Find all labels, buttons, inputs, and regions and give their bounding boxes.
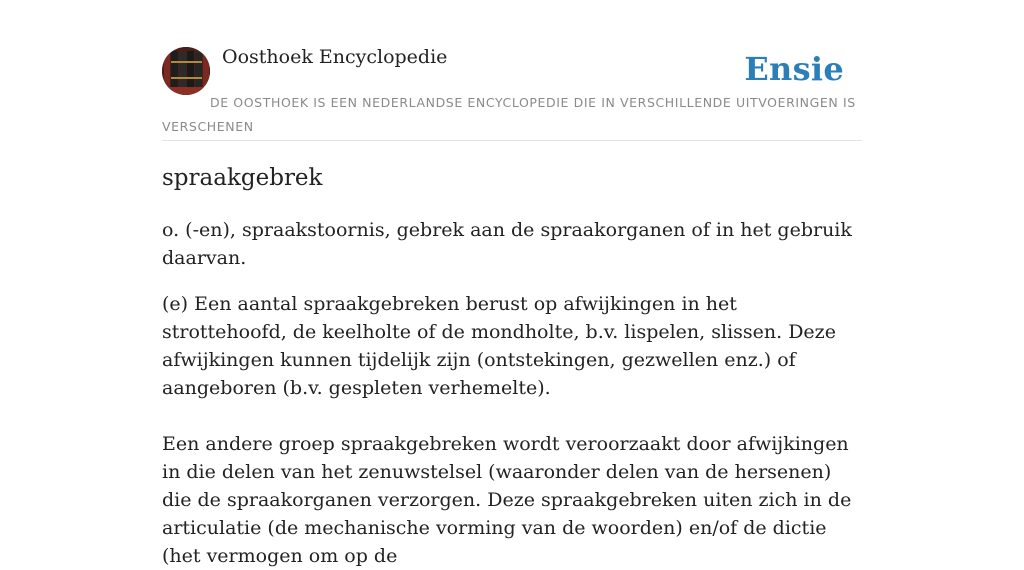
site-title[interactable]: Oosthoek Encyclopedie (222, 46, 448, 68)
book-spines-icon (162, 47, 210, 95)
page-container (162, 0, 862, 570)
article-paragraph: (e) Een aantal spraakgebreken berust op afwijkingen in het strottehoofd, de keelholte of de mondholte, b.v. lispelen, slissen. Deze afwijkingen kunnen tijdelijk zijn (ontstekingen, gezwellen enz.) of aangeboren (b.v. gespleten verhemelte). (162, 293, 836, 399)
article-title: spraakgebrek (162, 165, 323, 191)
site-header (162, 0, 862, 141)
encyclopedia-avatar[interactable] (162, 47, 210, 95)
article-definition: o. (-en), spraakstoornis, gebrek aan de spraakorganen of in het gebruik daarvan. (162, 219, 852, 269)
article-paragraph: Een andere groep spraakgebreken wordt veroorzaakt door afwijkingen in die delen van het zenuwstelsel (waaronder delen van de hersenen) die de spraakorganen verzorgen. Deze spraakgebreken uiten zich in de articulatie (de mechanische vorming van de woorden) en/of de dictie (het vermogen om op de (162, 433, 852, 567)
ensie-logo-link[interactable]: Ensie (744, 50, 844, 88)
site-tagline: DE OOSTHOEK IS EEN NEDERLANDSE ENCYCLOPEDIE DIE IN VERSCHILLENDE UITVOERINGEN IS VERSCHENEN (162, 95, 856, 134)
